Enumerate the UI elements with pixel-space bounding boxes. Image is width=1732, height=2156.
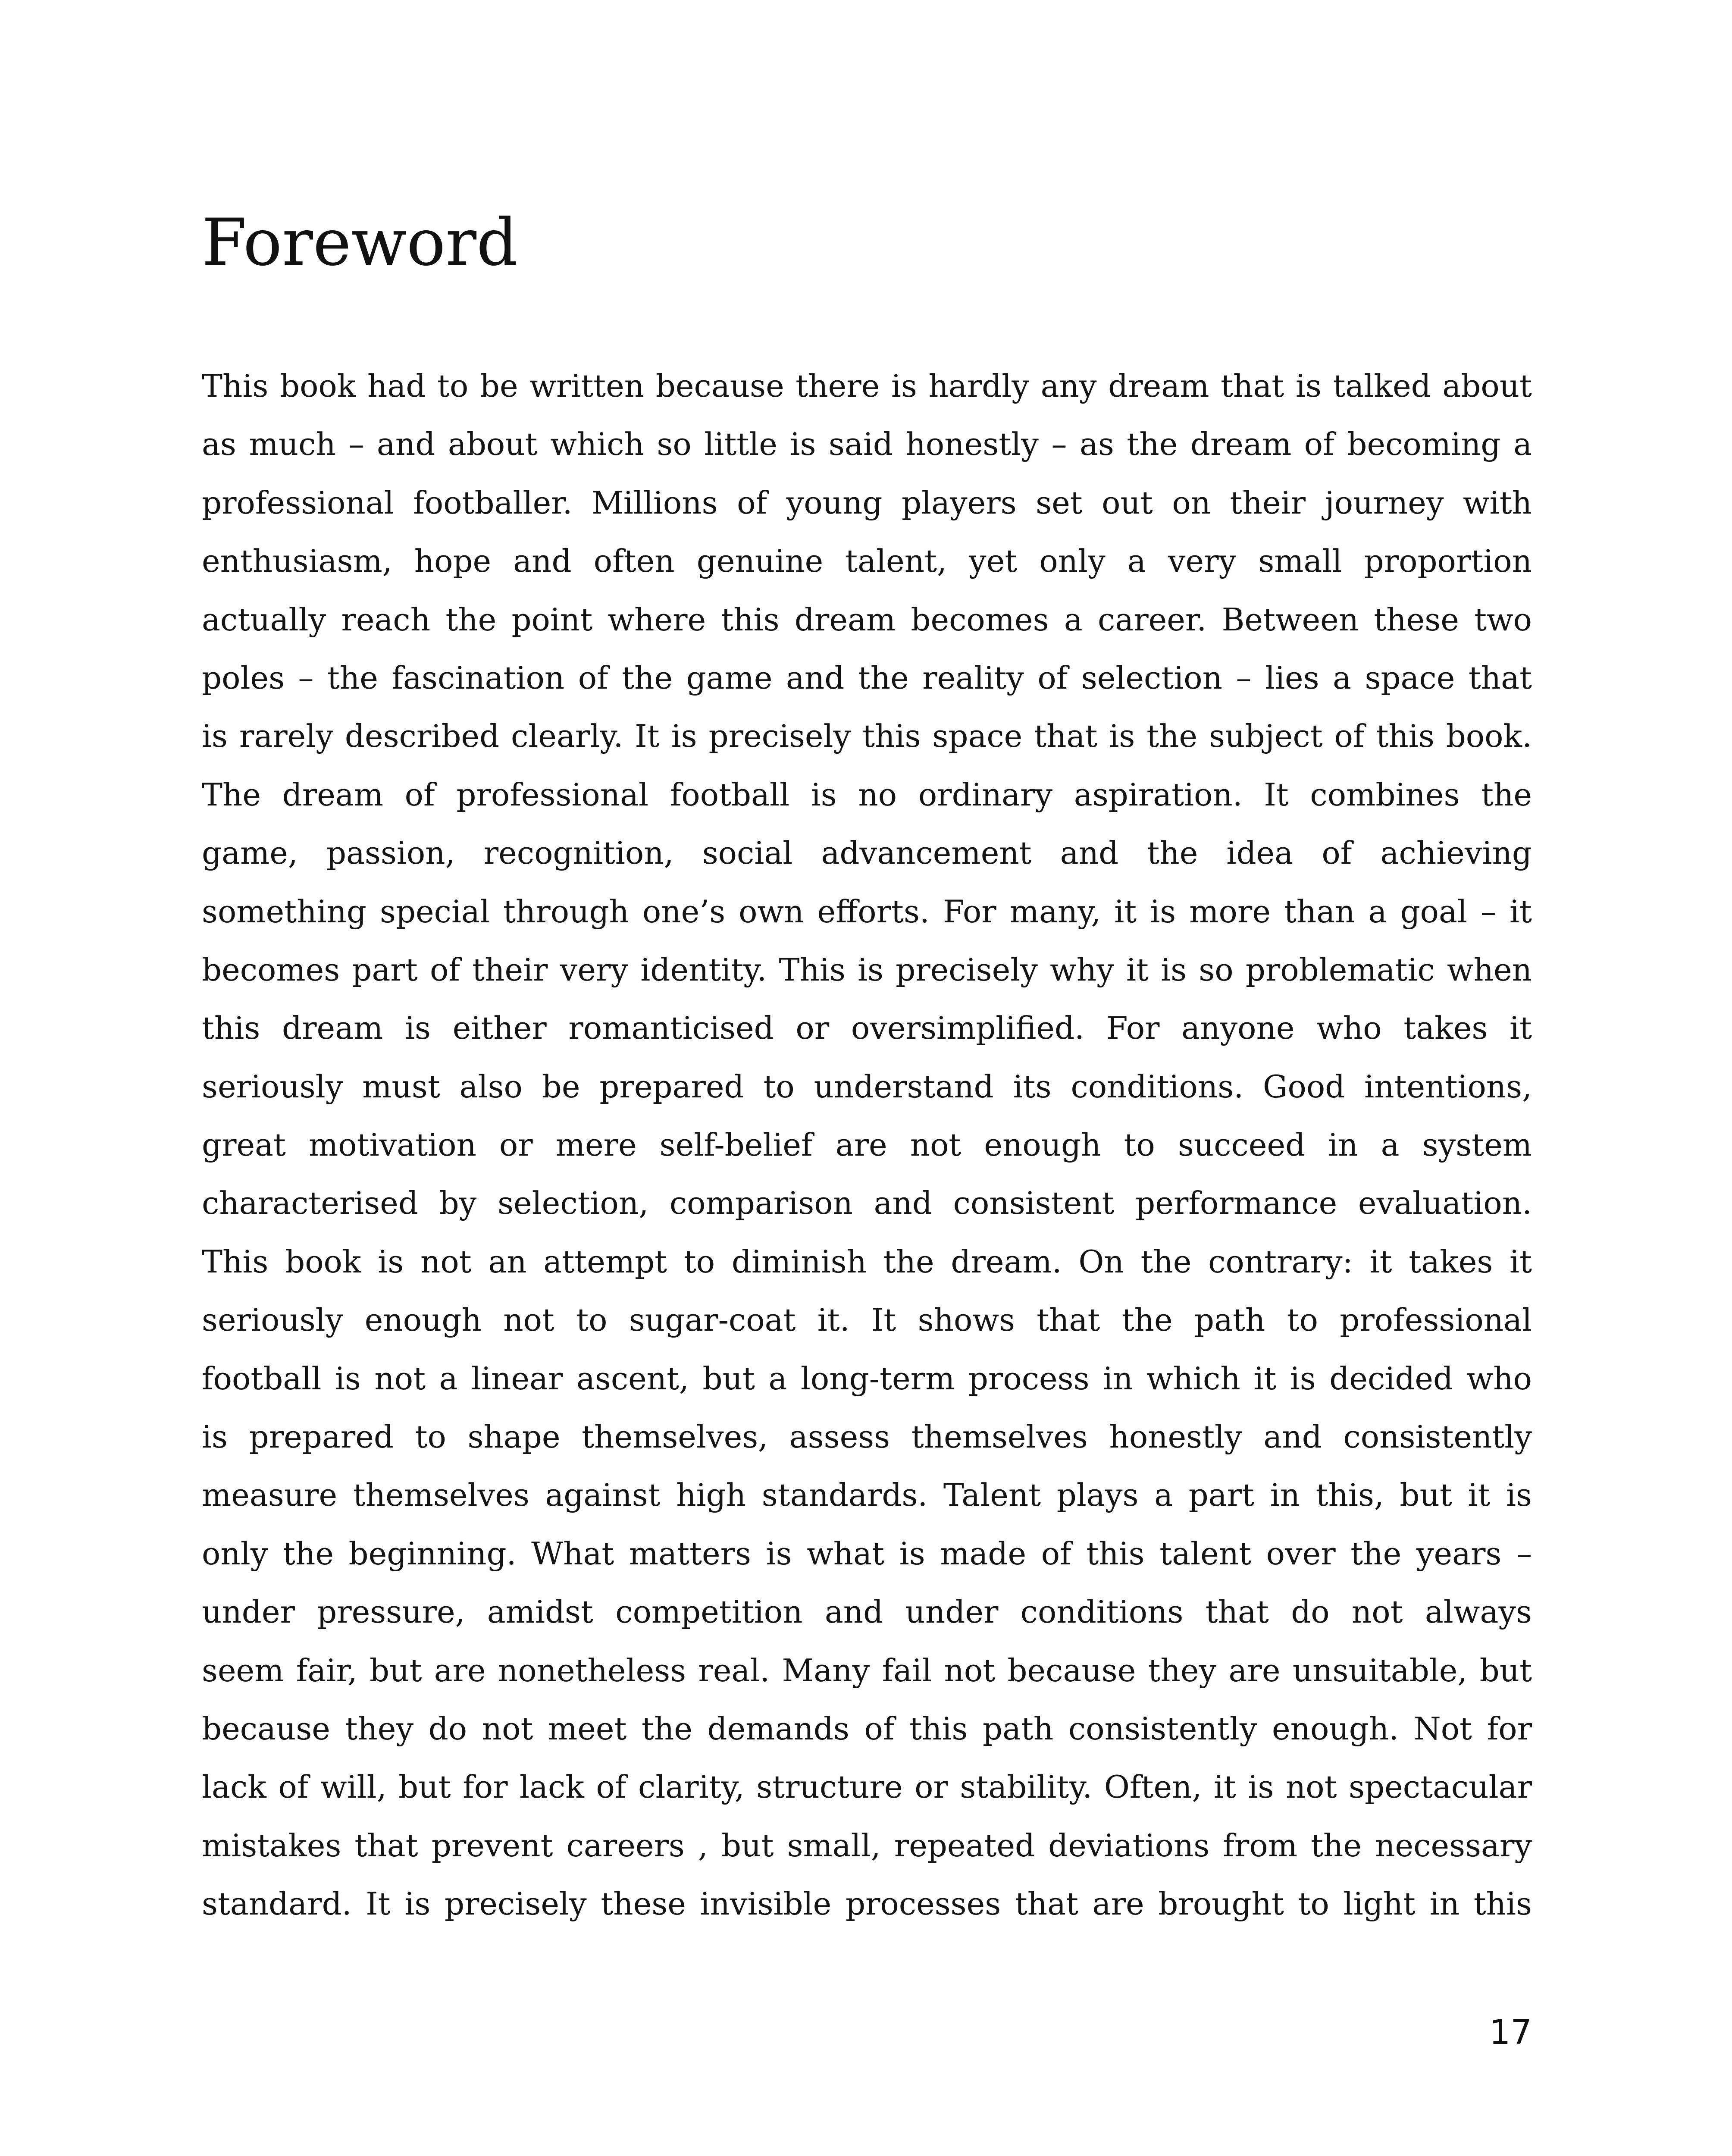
page-number: 17 (1489, 2013, 1532, 2052)
text-line: This book is not an attempt to diminish the dream. On the contrary: it takes it (202, 1243, 1532, 1280)
text-line: measure themselves against high standards. Talent plays a part in this, but it is (202, 1477, 1532, 1514)
text-line: seriously must also be prepared to understand its conditions. Good intentions, (202, 1068, 1532, 1105)
text-line: poles – the fascination of the game and the reality of selection – lies a space that (202, 659, 1532, 696)
text-line: lack of will, but for lack of clarity, structure or stability. Often, it is not spectacular (202, 1769, 1532, 1805)
text-line: because they do not meet the demands of this path consistently enough. Not for (202, 1710, 1532, 1747)
text-line: seriously enough not to sugar-coat it. It shows that the path to professional (202, 1302, 1532, 1338)
text-line: This book had to be written because there is hardly any dream that is talked about (202, 368, 1532, 404)
text-line: standard. It is precisely these invisible processes that are brought to light in this (202, 1886, 1532, 1922)
text-line: The dream of professional football is no ordinary aspiration. It combines the (202, 776, 1532, 813)
chapter-title: Foreword (202, 205, 518, 280)
text-line: something special through one’s own efforts. For many, it is more than a goal – it (202, 893, 1532, 930)
chapter-body-text (202, 357, 1532, 1952)
text-line: actually reach the point where this dream becomes a career. Between these two (202, 601, 1532, 638)
text-line: mistakes that prevent careers , but small, repeated deviations from the necessary (202, 1827, 1532, 1864)
text-line: great motivation or mere self-belief are not enough to succeed in a system (202, 1127, 1532, 1163)
text-line: becomes part of their very identity. This is precisely why it is so problematic when (202, 951, 1532, 988)
text-line: game, passion, recognition, social advancement and the idea of achieving (202, 835, 1532, 871)
text-line: is prepared to shape themselves, assess themselves honestly and consistently (202, 1419, 1532, 1455)
text-line: football is not a linear ascent, but a long-term process in which it is decided who (202, 1360, 1532, 1397)
text-line: under pressure, amidst competition and under conditions that do not always (202, 1594, 1532, 1630)
text-line: enthusiasm, hope and often genuine talent, yet only a very small proportion (202, 543, 1532, 580)
text-line: as much – and about which so little is said honestly – as the dream of becoming a (202, 426, 1532, 463)
text-line: is rarely described clearly. It is precisely this space that is the subject of this book. (202, 718, 1532, 755)
text-line: professional footballer. Millions of young players set out on their journey with (202, 484, 1532, 521)
text-line: only the beginning. What matters is what is made of this talent over the years – (202, 1535, 1532, 1572)
text-line: characterised by selection, comparison and consistent performance evaluation. (202, 1185, 1532, 1222)
text-line: seem fair, but are nonetheless real. Many fail not because they are unsuitable, but (202, 1652, 1532, 1689)
text-line: this dream is either romanticised or oversimplified. For anyone who takes it (202, 1010, 1532, 1047)
